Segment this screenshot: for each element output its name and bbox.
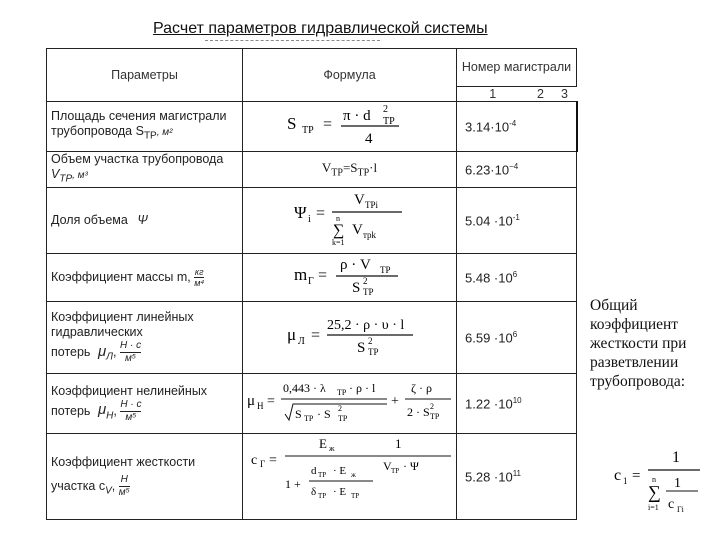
param-label: Коэффициент жесткости: [51, 454, 196, 469]
formula-lhs: m: [293, 265, 307, 284]
formula-den-sup: 2: [362, 276, 367, 286]
formula-den-c-sub: ж: [351, 471, 356, 479]
value-cell: [457, 434, 577, 520]
formula-num-sub: ж: [329, 444, 335, 453]
table-row: [47, 152, 577, 188]
formula-lhs: Ψ: [293, 203, 307, 222]
param-symbol: Ψ: [137, 213, 148, 227]
param-cell: Коэффициент массы m, кг м⁴: [47, 254, 243, 302]
unit-bottom: м⁵: [118, 486, 130, 498]
formula-sub: ТР: [357, 167, 370, 179]
svg-text:∑: ∑: [332, 222, 344, 239]
value: 5.28 ·10: [465, 469, 513, 485]
formula-lhs-sub: i: [307, 214, 311, 225]
value-cell: [457, 102, 577, 152]
formula-cell: [243, 188, 457, 254]
formula-den-right: V: [383, 459, 392, 473]
param-label-2: потерь: [51, 344, 91, 359]
svg-text:=: =: [632, 468, 641, 484]
header-params: Параметры: [47, 49, 243, 102]
formula-den-e-sub: ТР: [351, 492, 360, 500]
svg-text:=: =: [315, 205, 325, 222]
formula-den-1b-sup: 2: [338, 404, 342, 413]
unit-top: кг: [194, 267, 204, 277]
svg-text:+: +: [391, 394, 399, 409]
formula-lhs-sub: Г: [260, 459, 266, 469]
svg-text:=: =: [267, 394, 275, 409]
param-unit: , м²: [156, 127, 173, 139]
side-formula-num: 1: [672, 449, 680, 466]
formula-num-1: 0,443 · λ: [283, 381, 326, 395]
formula-lhs-sub: ТР: [301, 125, 314, 136]
unit-bottom: м⁵: [124, 353, 137, 364]
svg-text:=: =: [317, 267, 327, 284]
formula-cell: [243, 102, 457, 152]
side-formula-lhs: c: [614, 467, 622, 484]
param-unit: , м³: [72, 170, 88, 182]
formula-lhs: S: [286, 114, 296, 133]
formula-area: [290, 254, 410, 296]
unit-top: Н · с: [120, 398, 142, 410]
header-col-1: 1: [457, 87, 529, 102]
param-label: Коэффициент линейных гидравлических: [51, 310, 194, 339]
formula-num: V: [353, 192, 365, 208]
param-symbol-sub: Н: [106, 409, 114, 421]
formula-cell: [243, 434, 457, 520]
formula-lhs-sub: Н: [257, 401, 264, 411]
formula-den: S: [356, 340, 365, 356]
formula-area: [285, 102, 415, 146]
formula-num-right: 1: [395, 436, 402, 451]
table-row: [47, 188, 577, 254]
formula-num-sub: ТРi: [364, 200, 378, 210]
param-label: Площадь сечения магистрали трубопровода S: [51, 109, 227, 139]
table-row: [47, 302, 577, 374]
value: 6.23·10: [465, 162, 510, 178]
formula-num-1b: · ρ · l: [349, 381, 376, 395]
formula-den-1-sub: ТР: [304, 414, 314, 423]
formula-den: 4: [364, 131, 372, 146]
formula-num-2: ζ · ρ: [411, 381, 432, 395]
value-cell: [457, 302, 577, 374]
side-inner-den-sub: Гi: [677, 505, 684, 514]
formula-num: ρ · V: [339, 257, 371, 273]
formula-den-sup: 2: [367, 336, 372, 346]
param-label: Объем участка трубопровода: [51, 152, 224, 167]
param-symbol-sub: Л: [106, 351, 114, 363]
formula-den: S: [351, 280, 360, 296]
formula-lhs-sub: Г: [307, 276, 314, 287]
value-exp: 11: [512, 468, 522, 478]
value-exp: 6: [512, 329, 518, 339]
total-stiffness-formula: [612, 440, 702, 515]
header-formula: Формула: [243, 49, 457, 102]
param-cell: [47, 102, 243, 152]
side-formula-lhs-sub: 1: [623, 476, 628, 486]
param-label: Коэффициент массы m: [51, 269, 188, 284]
unit-bottom: м⁵: [125, 411, 137, 423]
param-cell: [47, 152, 243, 188]
formula-den-a: 1 +: [285, 477, 301, 491]
value: 3.14·10: [465, 119, 510, 135]
formula-num: E: [319, 436, 327, 451]
side-sum-top: n: [652, 475, 656, 484]
value-exp: 10: [512, 395, 522, 405]
sum-top: n: [335, 214, 340, 223]
formula-den-c: · E: [333, 465, 347, 477]
param-label: Коэффициент нелинейных: [51, 383, 208, 398]
formula-lhs-sub: Л: [297, 336, 305, 347]
title-underline-artifact: [205, 40, 380, 47]
value-exp: -1: [512, 212, 520, 222]
formula-den-1: S: [295, 407, 302, 421]
formula-num: π · d: [342, 108, 371, 124]
formula-den-1b-sub: ТР: [338, 414, 348, 423]
formula-num-sup: 2: [382, 104, 388, 115]
param-label: Доля объема: [51, 213, 128, 227]
svg-text:∑: ∑: [648, 482, 661, 502]
formula-den-right-2: · Ψ: [403, 459, 419, 473]
table-row: [47, 102, 577, 152]
formula-den-2: 2 · S: [407, 405, 430, 419]
formula-area: [285, 312, 415, 358]
value-cell: [457, 254, 577, 302]
formula-lhs: V: [321, 160, 332, 176]
unit-top: Н: [120, 473, 128, 485]
param-symbol: μ: [97, 342, 107, 360]
formula-den-sub: трk: [362, 230, 376, 240]
value: 5.48 ·10: [465, 270, 513, 286]
header-col-2: 2: [529, 87, 553, 102]
formula-lhs: c: [251, 453, 258, 468]
formula-den-sub: ТР: [367, 347, 379, 357]
table-row: [47, 434, 577, 520]
formula-num-1-sub: ТР: [337, 388, 347, 397]
formula-cell: [243, 302, 457, 374]
param-label-2: потерь: [51, 403, 91, 418]
formula-den-d: δ: [311, 486, 317, 498]
side-note: Общий коэффициент жесткости при разветвлении трубопровода:: [590, 297, 687, 390]
formula-den-sub: ТР: [362, 287, 374, 296]
param-cell: [47, 188, 243, 254]
param-cell: Коэффициент линейных гидравлических потерь $\mu_Л$, Н · с м⁵: [47, 302, 243, 374]
formula-cell: [243, 374, 457, 434]
formula-cell: [243, 152, 457, 188]
formula-area: [247, 434, 453, 514]
value: 1.22 ·10: [465, 396, 513, 412]
formula-den-1b: · S: [317, 407, 331, 421]
value-cell: [457, 152, 577, 188]
value-cell: [457, 374, 577, 434]
value: 6.59 ·10: [465, 330, 513, 346]
side-inner-num: 1: [674, 476, 681, 491]
param-label-2: участка c: [51, 478, 106, 493]
svg-text:=: =: [269, 453, 277, 468]
param-cell: Коэффициент жесткости участка $c_V$, Н м⁵: [47, 434, 243, 520]
header-main-no: Номер магистрали: [457, 49, 577, 87]
param-symbol: V: [51, 167, 60, 182]
page-title: Расчет параметров гидравлической системы: [153, 20, 488, 37]
side-sum-bottom: i=1: [648, 503, 659, 512]
value-exp: −4: [509, 161, 519, 171]
value-cell: [457, 188, 577, 254]
formula-lhs: μ: [247, 393, 256, 409]
param-cell: Коэффициент нелинейных потерь $\mu_Н$, Н · с м⁵: [47, 374, 243, 434]
formula-tail: ·l: [369, 160, 378, 176]
value: 5.04 ·10: [465, 213, 513, 229]
formula-lhs: μ: [286, 325, 296, 344]
svg-text:=: =: [322, 116, 332, 133]
parameters-table: [46, 48, 578, 520]
table-row: [47, 254, 577, 302]
formula-num-sub: ТР: [379, 265, 391, 275]
formula-den-b: d: [311, 465, 317, 477]
formula-den-right-sub: ТР: [391, 467, 400, 475]
value-exp: -4: [509, 118, 517, 128]
formula-area: [247, 374, 453, 428]
formula-lhs-sub: ТР: [331, 167, 343, 179]
param-sub: ТР: [143, 130, 157, 142]
svg-text:=: =: [310, 327, 320, 344]
formula-den: V: [351, 222, 363, 238]
header-col-3: 3: [553, 87, 577, 102]
unit-top: Н · с: [119, 340, 142, 351]
table-row: [47, 374, 577, 434]
side-inner-den: c: [668, 497, 675, 512]
formula-den-b-sub: ТР: [318, 471, 327, 479]
param-sub: ТР: [59, 173, 73, 185]
sum-bottom: k=1: [331, 238, 345, 247]
formula-den-2-sup: 2: [430, 402, 434, 411]
param-symbol: μ: [97, 401, 107, 419]
param-label-2-sub: V: [105, 484, 112, 496]
formula-den-2-sub: ТР: [430, 412, 440, 421]
formula-num-sub: ТР: [382, 116, 395, 127]
formula-den-d-sub: ТР: [318, 492, 327, 500]
value-exp: 6: [512, 269, 518, 279]
formula-cell: [243, 254, 457, 302]
formula-den-e: · E: [333, 486, 347, 498]
formula-area: [290, 188, 410, 248]
formula-num: 25,2 · ρ · υ · l: [326, 318, 404, 333]
unit-bottom: м⁴: [194, 278, 205, 288]
formula-eq: =S: [342, 160, 358, 176]
